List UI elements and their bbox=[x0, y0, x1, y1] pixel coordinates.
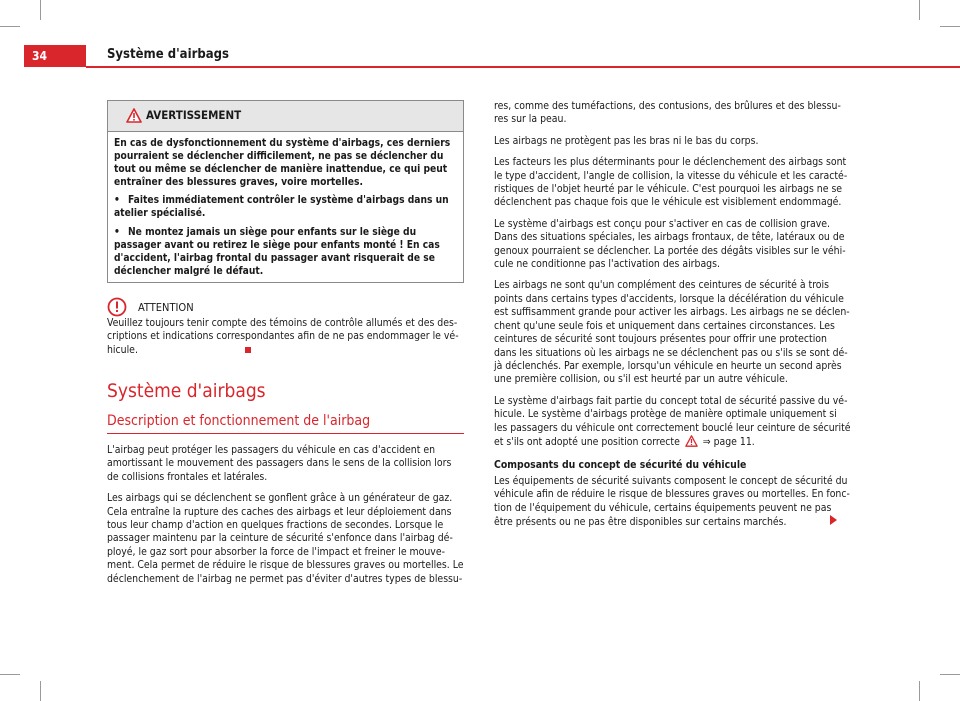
paragraph-heading: Composants du concept de sécurité du véhicule bbox=[494, 459, 747, 472]
body-paragraph: Les équipements de sécurité suivants composent le concept de sécurité du véhicule afin de réduire le risque de blessures graves ou mortelles. En fonction de l'équipement du véhicule, certains équipements peuvent ne pas être présents ou ne pas être disponibles sur certains marchés. bbox=[494, 474, 850, 528]
body-paragraph: Le système d'airbags fait partie du concept total de sécurité passive du véhicule. Le système d'airbags protège de manière optimale uniquement si les passagers du véhicule ont correctement bouclé leur ceinture de sécurité et s'ils ont adopté une position correcte ⇒ page 11. bbox=[494, 395, 851, 452]
crop-mark bbox=[940, 674, 960, 675]
warning-paragraph: En cas de dysfonctionnement du système d'airbags, ces derniers pourraient se déclencher difficilement, ne pas se déclencher du tout ou même se déclencher de manière inattendue, ce qui peut entraîner des blessures graves, voire mortelles. bbox=[114, 138, 451, 189]
crop-mark bbox=[919, 0, 920, 20]
crop-mark bbox=[40, 0, 41, 20]
body-paragraph: res, comme des tuméfactions, des contusions, des brûlures et des blessures sur la peau. bbox=[494, 100, 841, 126]
bullet-icon: • bbox=[114, 226, 120, 238]
continue-arrow-icon bbox=[830, 515, 837, 525]
warning-header bbox=[108, 101, 463, 132]
page-number: 34 bbox=[24, 45, 86, 67]
body-paragraph: Les airbags ne protègent pas les bras ni le bas du corps. bbox=[494, 134, 759, 147]
warning-triangle-icon bbox=[685, 435, 698, 451]
crop-mark bbox=[40, 681, 41, 701]
page-title: Système d'airbags bbox=[107, 47, 229, 62]
bullet-icon: • bbox=[114, 195, 120, 207]
warning-triangle-icon bbox=[126, 108, 142, 127]
subsection-title: Description et fonctionnement de l'airbag bbox=[107, 415, 464, 434]
crop-mark bbox=[940, 26, 960, 27]
header-rule bbox=[86, 66, 960, 68]
warning-body bbox=[108, 132, 463, 282]
crop-mark bbox=[919, 681, 920, 701]
body-paragraph: Les airbags ne sont qu'un complément des ceintures de sécurité à trois points dans certains types d'accidents, lorsque la décélération du véhicule est suffisamment grande pour activer les airbags. Les airbags ne se déclenchent qu'une seule fois et uniquement dans certaines circonstances. Les ceintures de sécurité sont toujours présentes pour offrir une protection dans les situations où les airbags ne se déclenchent pas ou s'ils se sont déjà déclenchés. Par exemple, lorsqu'un véhicule en heurte un second après une première collision, ou s'il est heurté par un autre véhicule. bbox=[494, 279, 850, 386]
attention-header bbox=[107, 297, 464, 317]
crop-mark bbox=[0, 26, 20, 27]
left-column bbox=[107, 100, 464, 594]
section-title: Système d'airbags bbox=[107, 380, 266, 403]
end-of-section-icon bbox=[245, 347, 251, 353]
attention-label: ATTENTION bbox=[138, 300, 194, 314]
body-paragraph: Le système d'airbags est conçu pour s'activer en cas de collision grave. Dans des situations spéciales, les airbags frontaux, de tête, latéraux ou de genoux pourraient se déclencher. La portée des dégâts visibles sur le véhicule ne conditionne pas l'activation des airbags. bbox=[494, 217, 846, 271]
warning-bullet: • Faites immédiatement contrôler le système d'airbags dans un atelier spécialisé. bbox=[114, 195, 449, 220]
crop-mark bbox=[0, 674, 20, 675]
page-reference-link[interactable]: ⇒ page 11. bbox=[702, 435, 755, 448]
body-paragraph: Les facteurs les plus déterminants pour le déclenchement des airbags sont le type d'accident, l'angle de collision, la vitesse du véhicule et les caractéristiques de l'objet heurté par le véhicule. C'est pourquoi les airbags ne se déclenchent pas chaque fois que le véhicule est visiblement endommagé. bbox=[494, 156, 848, 209]
attention-icon bbox=[107, 297, 127, 321]
body-paragraph: Les airbags qui se déclenchent se gonflent grâce à un générateur de gaz. Cela entraîne la rupture des caches des airbags et leur déploiement dans tous leur champ d'action en quelques fractions de secondes. Lorsque le passager maintenu par la ceinture de sécurité s'enfonce dans l'airbag déployé, le gaz sort pour absorber la force de l'impact et freiner le mouvement. Cela permet de réduire le risque de blessures graves ou mortelles. Le déclenchement de l'airbag ne permet pas d'éviter d'autres types de blessu- bbox=[107, 492, 464, 585]
body-paragraph: L'airbag peut protéger les passagers du véhicule en cas d'accident en amortissant le mouvement des passagers dans le sens de la collision lors de collisions frontales et latérales. bbox=[107, 443, 452, 483]
warning-bullet: • Ne montez jamais un siège pour enfants sur le siège du passager avant ou retirez le siège pour enfants monté ! En cas d'accident, l'airbag frontal du passager avant risquerait de se déclencher malgré le défaut. bbox=[114, 226, 440, 277]
warning-label: AVERTISSEMENT bbox=[146, 108, 242, 122]
warning-box bbox=[107, 100, 464, 283]
attention-text: Veuillez toujours tenir compte des témoins de contrôle allumés et des descriptions et indications correspondantes afin de ne pas endommager le véhicule. bbox=[107, 316, 459, 356]
right-column bbox=[494, 100, 851, 537]
